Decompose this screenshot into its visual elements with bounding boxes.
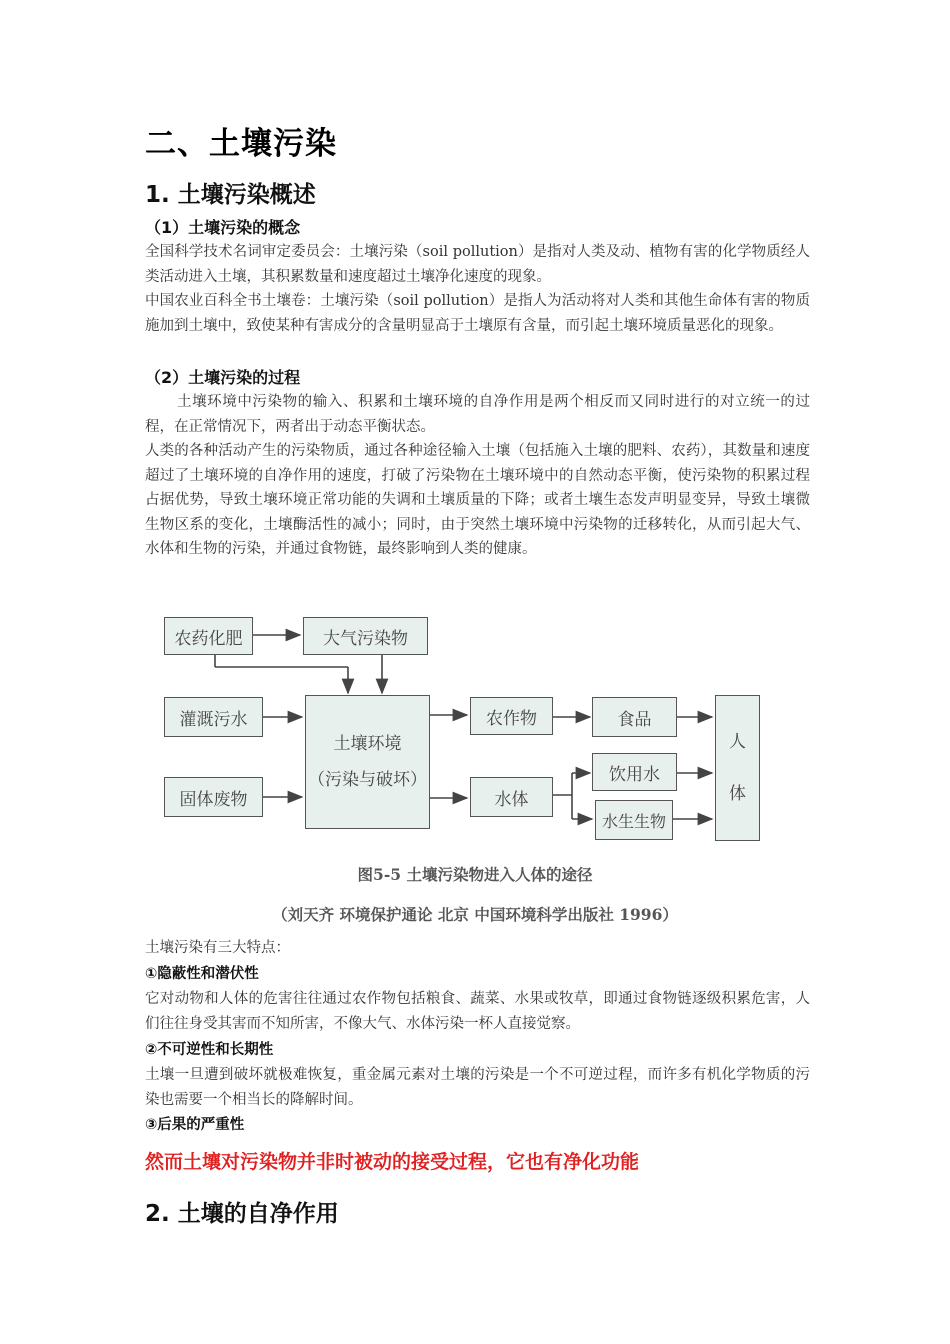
soil-sublabel: （污染与破坏） [308,770,427,790]
paragraph-features-intro: 土壤污染有三大特点： [145,940,290,956]
box-air-pollutants: 大气污染物 [303,617,428,655]
highlight-statement: 然而土壤对污染物并非时被动的接受过程，它也有净化功能 [145,1151,640,1173]
feature-1-title: ①隐蔽性和潜伏性 [145,966,259,982]
subheading-concept: （1）土壤污染的概念 [145,218,301,237]
human-char-2: 体 [729,784,746,804]
figure-source: （刘天齐 环境保护通论 北京 中国环境科学出版社 1996） [272,905,678,924]
figure-caption: 图5-5 土壤污染物进入人体的途径 [357,865,593,884]
subheading-process: （2）土壤污染的过程 [145,368,301,387]
feature-2-text: 土壤一旦遭到破坏就极难恢复，重金属元素对土壤的污染是一个不可逆过程，而许多有机化学物质的污染也需要一个相当长的降解时间。 [145,1067,810,1108]
heading-overview: 1. 土壤污染概述 [145,182,316,208]
box-crops: 农作物 [470,697,553,735]
box-food: 食品 [592,697,677,737]
box-aquatic-life: 水生生物 [595,800,673,840]
pathway-diagram [150,605,800,925]
paragraph-definition-2: 中国农业百科全书土壤卷：土壤污染（soil pollution）是指人为活动将对人类和其他生命体有害的物质施加到土壤中，致使某种有害成分的含量明显高于土壤原有含量，而引起土壤环境质量恶化的现象。 [145,293,810,334]
human-char-1: 人 [729,732,746,752]
heading-self-purification: 2. 土壤的自净作用 [145,1201,339,1227]
box-water-body: 水体 [470,777,553,817]
paragraph-process-2: 人类的各种活动产生的污染物质，通过各种途径输入土壤（包括施入土壤的肥料、农药），其数量和速度超过了土壤环境的自净作用的速度，打破了污染物在土壤环境中的自然动态平衡，使污染物的积累过程占据优势，导致土壤环境正常功能的失调和土壤质量的下降；或者土壤生态发声明显变异，导致土壤微生物区系的变化，土壤酶活性的减小；同时，由于突然土壤环境中污染物的迁移转化，从而引起大气、水体和生物的污染，并通过食物链，最终影响到人类的健康。 [145,443,810,557]
section-title: 二、土壤污染 [145,126,337,162]
box-soil-environment [305,695,430,829]
box-solid-waste: 固体废物 [164,777,263,817]
paragraph-definition-1: 全国科学技术名词审定委员会：土壤污染（soil pollution）是指对人类及动、植物有害的化学物质经人类活动进入土壤，其积累数量和速度超过土壤净化速度的现象。 [145,244,810,285]
soil-label: 土壤环境 [333,734,402,754]
box-fertilizer: 农药化肥 [164,617,253,655]
box-irrigation: 灌溉污水 [164,697,263,737]
feature-1-text: 它对动物和人体的危害往往通过农作物包括粮食、蔬菜、水果或牧草，即通过食物链逐级积累危害，人们往往身受其害而不知所害，不像大气、水体污染一杯人直接觉察。 [145,991,810,1032]
feature-2-title: ②不可逆性和长期性 [145,1042,274,1058]
box-human-body [715,695,760,841]
feature-3-title: ③后果的严重性 [145,1117,245,1133]
box-drinking-water: 饮用水 [592,753,677,791]
paragraph-process-1: 土壤环境中污染物的输入、积累和土壤环境的自净作用是两个相反而又同时进行的对立统一的过程，在正常情况下，两者出于动态平衡状态。 [145,394,810,435]
